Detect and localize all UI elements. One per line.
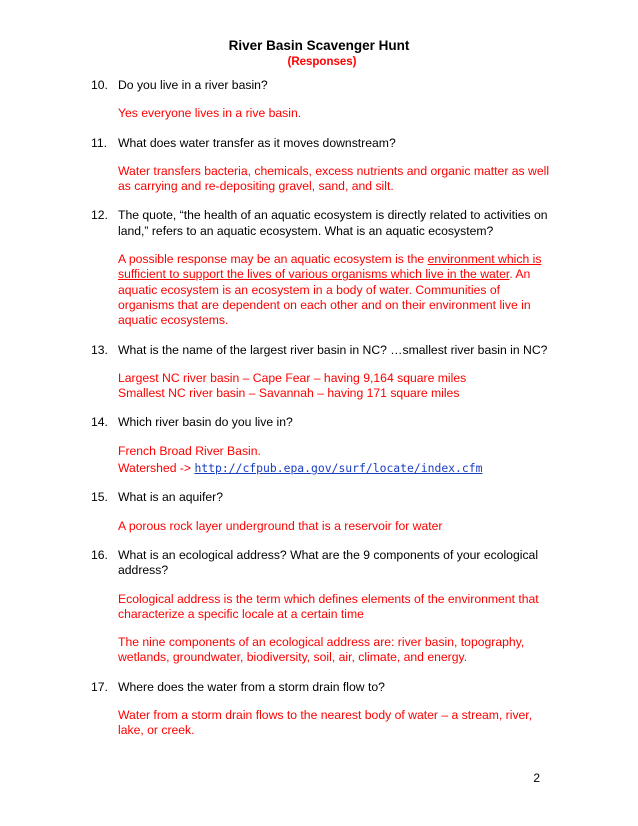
question-number: 12. — [91, 208, 108, 223]
response-text: French Broad River Basin. — [118, 443, 261, 458]
question-text: The quote, “the health of an aquatic ecosystem is directly related to activities on land,” refers to an aquatic ecosystem. What is an aquatic ecosystem? — [118, 208, 548, 238]
response-text: Water transfers bacteria, chemicals, excess nutrients and organic matter as well as carrying and re-depositing gravel, sand, and silt. — [118, 163, 550, 194]
question-text: Do you live in a river basin? — [118, 78, 268, 92]
question-item-16 — [91, 548, 551, 666]
question-number: 17. — [91, 679, 108, 694]
response-text: Yes everyone lives in a rive basin. — [118, 106, 302, 121]
response-text: A porous rock layer underground that is a reservoir for water — [118, 518, 443, 533]
question-number: 15. — [91, 490, 108, 505]
question-item-14 — [91, 415, 551, 476]
page-number: 2 — [533, 771, 540, 785]
question-item-13 — [91, 343, 551, 402]
response-text: The nine components of an ecological address are: river basin, topography, wetlands, groundwater, biodiversity, soil, air, climate, and energy. — [118, 635, 525, 665]
response-text — [118, 461, 551, 476]
question-text: Which river basin do you live in? — [118, 415, 293, 430]
response-text: Ecological address is the term which defines elements of the environment that characterize a specific locale at a certain time — [118, 591, 539, 621]
response-text: Largest NC river basin – Cape Fear – having 9,164 square miles — [118, 370, 467, 385]
response-underlined-phrase: environment which is sufficient to support the lives of various organisms which live in the water — [118, 252, 542, 282]
question-number: 13. — [91, 342, 108, 357]
watershed-link[interactable]: http://cfpub.epa.gov/surf/locate/index.cfm — [194, 461, 483, 476]
document-title: River Basin Scavenger Hunt — [228, 38, 410, 53]
question-text: What is the name of the largest river basin in NC? …smallest river basin in NC? — [118, 342, 548, 357]
question-item-17 — [91, 680, 551, 739]
response-part: . An aquatic ecosystem is an ecosystem in a body of water. Communities of organisms that are dependent on each other and on their environment live in aquatic ecosystems. — [118, 267, 531, 328]
question-number: 10. — [91, 78, 108, 92]
question-text: What is an aquifer? — [118, 490, 224, 505]
question-text: Where does the water from a storm drain flow to? — [118, 679, 385, 694]
question-item-11 — [91, 136, 551, 195]
response-text — [118, 252, 551, 328]
document-subtitle: (Responses) — [287, 56, 357, 68]
question-item-10 — [91, 78, 551, 122]
question-item-15 — [91, 490, 551, 534]
response-part: A possible response may be an aquatic ecosystem is the — [118, 252, 428, 267]
response-prefix: Watershed -> — [118, 461, 195, 476]
question-number: 16. — [91, 547, 108, 562]
response-text: Smallest NC river basin – Savannah – having 171 square miles — [118, 386, 460, 401]
question-number: 11. — [91, 135, 108, 150]
response-text: Water from a storm drain flows to the nearest body of water – a stream, river, lake, or creek. — [118, 708, 533, 738]
question-text: What is an ecological address? What are the 9 components of your ecological address? — [118, 547, 539, 578]
question-text: What does water transfer as it moves downstream? — [118, 135, 396, 150]
question-list — [91, 78, 551, 739]
question-item-12 — [91, 208, 551, 328]
question-number: 14. — [91, 415, 108, 430]
